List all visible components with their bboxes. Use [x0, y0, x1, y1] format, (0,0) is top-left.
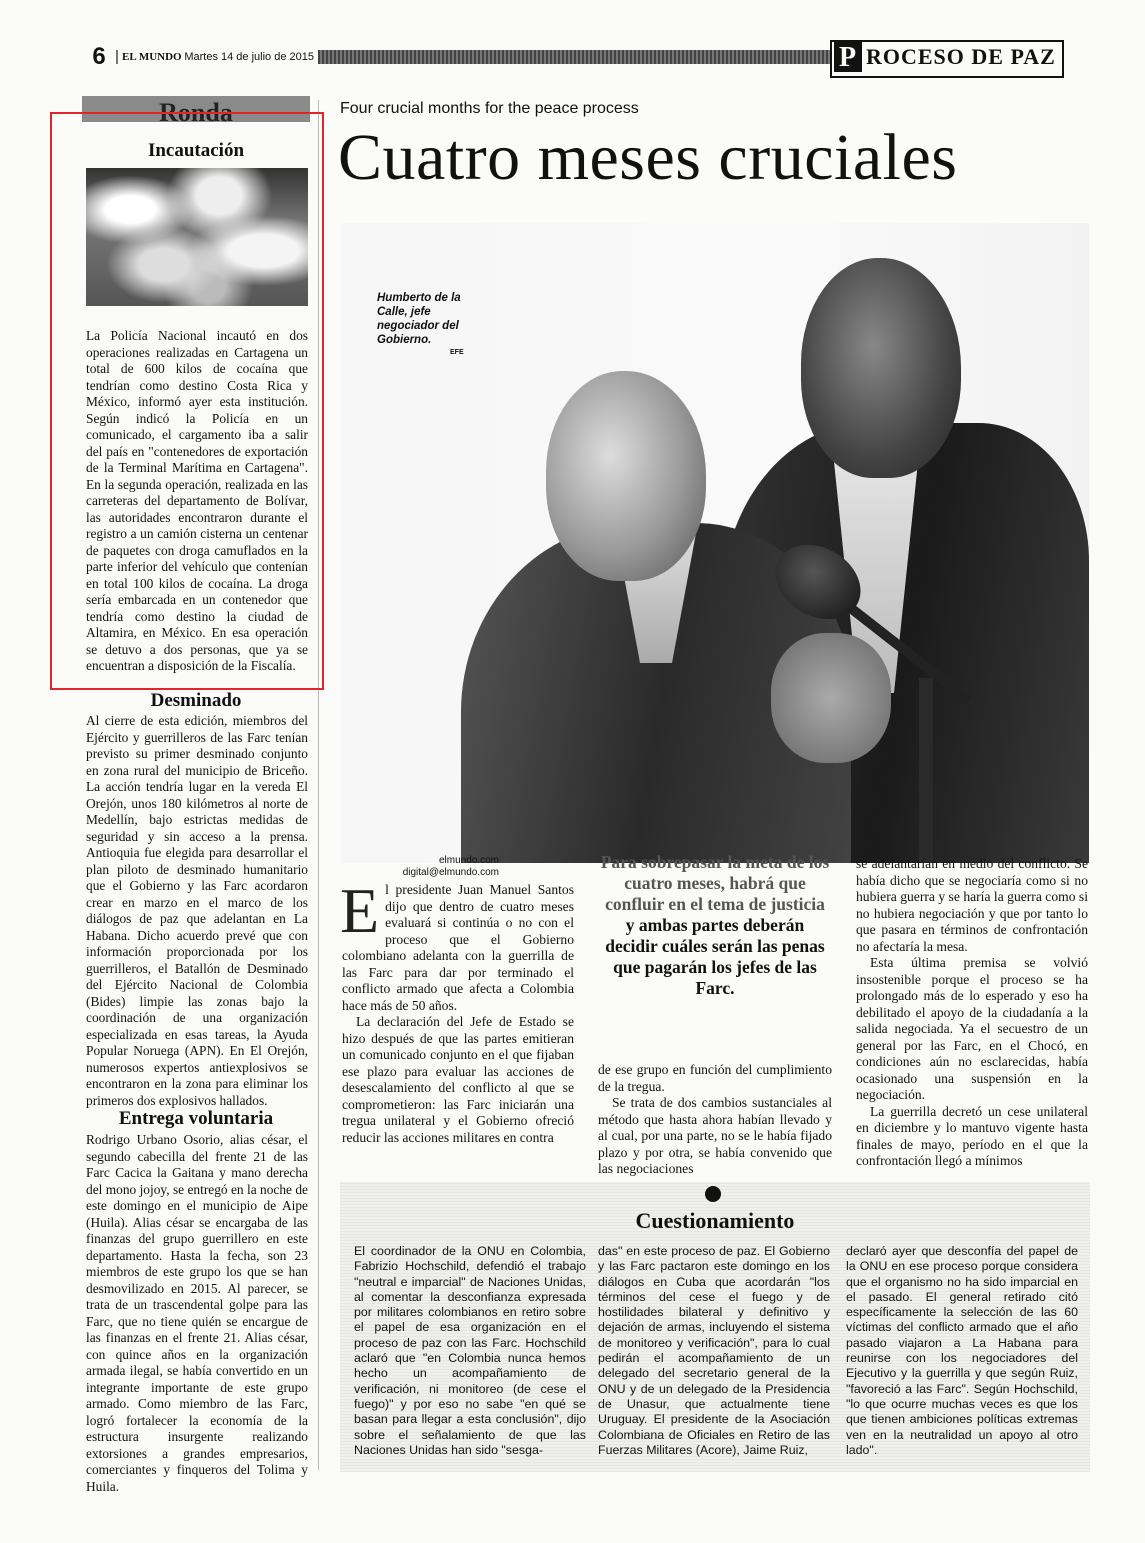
photo-credit: EFE [450, 349, 464, 356]
article-text: l presidente Juan Manuel Santos dijo que dentro de cuatro meses evaluará si continúa o no con el proceso que el Gobierno colombiano adelanta con la guerrilla de las Farc para dar por terminado el conflicto armado que afecta a Colombia hace más de 50 años. [342, 882, 574, 1013]
pull-quote-rest: y ambas partes deberán decidir cuáles serán las penas que pagarán los jefes de las Farc. [605, 915, 825, 998]
article-headline: Cuatro meses cruciales [338, 121, 958, 194]
section-name: ROCESO DE PAZ [866, 44, 1056, 69]
drop-cap: E [340, 875, 380, 946]
article-column-2 [598, 1062, 832, 1178]
sidebar-heading-entrega: Entrega voluntaria [118, 1108, 274, 1129]
page-header [82, 40, 1082, 74]
sidebar-title: Ronda [82, 96, 310, 122]
bullet-dot [705, 1186, 721, 1202]
photo-head-right [801, 258, 961, 478]
web-credit-site: elmundo.com [438, 855, 499, 866]
photo-caption: Humberto de la Calle, jefe negociador del Gobierno. [377, 292, 461, 346]
article-paragraph: se adelantarían en medio del conflicto. Se había dicho que se negociaría como si no hubiera guerra y se haría la guerra como si no hubiera negociación y que por tanto lo que pasara en términos de confrontación no afectaría la mesa. [856, 856, 1088, 954]
article-paragraph: La declaración del Jefe de Estado se hizo después de que las partes emitieran un comunicado conjunto en el que fijaban ese plazo para evaluar las acciones de desescalamiento del conflicto al que se comprometieron: las Farc iniciarán una tregua unilateral y el Gobierno ofreció reducir las acciones militares en contra [342, 1014, 574, 1145]
sidebar-heading-desminado: Desminado [150, 690, 242, 711]
page-number: 6 [82, 42, 116, 72]
pull-quote [600, 852, 830, 999]
section-flag [830, 40, 1064, 78]
pull-quote-lead: Para sobrepasar la meta de los cuatro meses, habrá que confluir en el tema de justicia [600, 852, 830, 914]
box-column-2: das" en este proceso de paz. El Gobierno y las Farc pactaron este domingo en los diálogos en Cuba que acordarán "los términos del cese el fuego y de hostilidades bilateral y definitivo y dejación de armas, incluyendo el sistema de monitoreo y verificación", para lo cual pedirán el acompañamiento de un delegado del secretario general de la ONU y de un delegado de la Presidencia de Unasur, que actualmente tiene Uruguay. El presidente de la Asociación Colombiana de Oficiales en Retiro de las Fuerzas Militares (Acore), Jaime Ruiz, [598, 1244, 830, 1457]
web-credit [395, 855, 499, 879]
masthead [118, 48, 318, 66]
web-credit-email: digital@elmundo.com [402, 867, 499, 878]
article-paragraph: Se trata de dos cambios sustanciales al método que hasta ahora habían llevado y al cual, por una parte, no se le había fijado plazo y por otra, se había convenido que las negociaciones [598, 1095, 832, 1176]
photo-hand [771, 633, 891, 763]
section-initial: P [834, 42, 862, 72]
cuestionamiento-box [340, 1182, 1090, 1472]
article-paragraph: La guerrilla decretó un cese unilateral en diciembre y lo mantuvo vigente hasta finales de mayo, período en el que la confrontación llegó a mínimos [856, 1103, 1088, 1168]
sidebar-text-incautacion: La Policía Nacional incautó en dos operaciones realizadas en Cartagena un total de 600 kilos de cocaína que tendrían como destino Costa Rica y México, informó ayer esta institución. Según indicó la Policía en un comunicado, el cargamento iba a salir del país en "contenedores de exportación de la Terminal Marítima en Cartagena". En la segunda operación, realizada en las carreteras del departamento de Bolívar, las autoridades encontraron durante el registro a un camión cisterna un centenar de paquetes con droga camuflados en la parte inferior del vehículo que contenían en total 100 kilos de cocaína. La droga sería embarcada en un contenedor que tendría como destino la ciudad de Altamira, en México. En esa operación se detuvo a dos personas, que ya se encuentran a disposición de la Fiscalía. [86, 328, 308, 673]
photo-head-left [546, 371, 706, 581]
paper-name: EL MUNDO [122, 51, 182, 63]
article-kicker: Four crucial months for the peace process [340, 100, 639, 117]
box-column-1: El coordinador de la ONU en Colombia, Fabrizio Hochschild, defendió el trabajo "neutral e imparcial" de Naciones Unidas, al comentar la desconfianza expresada por militares colombianos en retiro sobre el papel de esa organización en el proceso de paz con las Farc. Hochschild aclaró que "en Colombia nunca hemos hecho un acompañamiento de verificación, ni monitoreo (de cese el fuego)" y por eso no sabe "en qué se basan para llegar a esta conclusión", dijo sobre el señalamiento de que las Naciones Unidas han sido "sesga- [354, 1244, 586, 1457]
issue-date: Martes 14 de julio de 2015 [184, 51, 314, 63]
sidebar-heading-incautacion: Incautación [147, 140, 245, 161]
article-column-1 [340, 875, 574, 1146]
sidebar-text-desminado: Al cierre de esta edición, miembros del Ejército y guerrilleros de las Farc tenían previsto su primer desminado conjunto en zona rural del municipio de Briceño. La acción tendría lugar en la vereda El Orejón, unos 180 kilómetros al norte de Medellín, bajo estrictas medidas de seguridad y sin acceso a la prensa. Antioquia fue elegida para desarrollar el plan piloto de desminado humanitario que el Gobierno y las Farc acordaron crear en marzo en el marco de los diálogos de paz que adelantan en La Habana. Dicho acuerdo prevé que con información proporcionada por los guerrilleros, el Batallón de Desminado del Ejército Nacional de Colombia (Bides) limpie las zonas bajo la coordinación de una organización especializada en esas tareas, la Ayuda Popular Noruega (APN). En El Orejón, numerosos expertos antiexplosivos se encontraron en la zona para eliminar los primeros dos explosivos hallados. [86, 713, 308, 1108]
article-paragraph: Esta última premisa se volvió insostenible porque el proceso se ha prolongado más de lo esperado y eso ha debilitado el apoyo de la ciudadanía a la salida negociada. Ya el secuestro de un general por las Farc, en el Chocó, en condiciones aún no esclarecidas, había ocasionado una suspensión en la negociación. [856, 955, 1088, 1102]
highlight-box [50, 112, 324, 690]
article-paragraph [340, 875, 574, 1014]
box-column-3: declaró ayer que desconfía del papel de la ONU en ese proceso porque considera que el organismo no ha sido imparcial en el pasado. El general retirado citó específicamente la selección de las 60 víctimas del conflicto armado que el año pasado viajaron a La Habana para reunirse con los negociadores del Ejecutivo y la guerrilla y que según Ruiz, "favoreció a las Farc". Según Hochschild, "lo que ocurre muchas veces es que los que tienen ambiciones políticas extremas ven en la neutralidad un apoyo al otro lado". [846, 1244, 1078, 1457]
article-column-3 [856, 856, 1088, 1170]
box-title: Cuestionamiento [635, 1208, 795, 1233]
article-paragraph: de ese grupo en función del cumplimiento de la tregua. [598, 1062, 832, 1094]
sidebar-text-entrega: Rodrigo Urbano Osorio, alias césar, el segundo cabecilla del frente 21 de las Farc Cacica la Gaitana y mano derecha del mono jojoy, se entregó en la noche de este domingo en el municipio de Aipe (Huila). Alias césar se encargaba de las finanzas del grupo guerrillero en este departamento. Hasta la fecha, son 23 miembros de este grupo los que se han desmovilizado en 2015. Al parecer, se trata de un trascendental golpe para las Farc, que no tiene quién se encargue de las finanzas en el frente 21. Alias césar, con quince años en la organización armada ilegal, se había convertido en un integrante importante de este grupo armado. Como miembro de las Farc, logró fortalecer la economía de la estructura insurgente realizando extorsiones a grandes empresarios, comerciantes y finqueros del Tolima y Huila. [86, 1132, 308, 1494]
microphone-stand [919, 678, 933, 863]
